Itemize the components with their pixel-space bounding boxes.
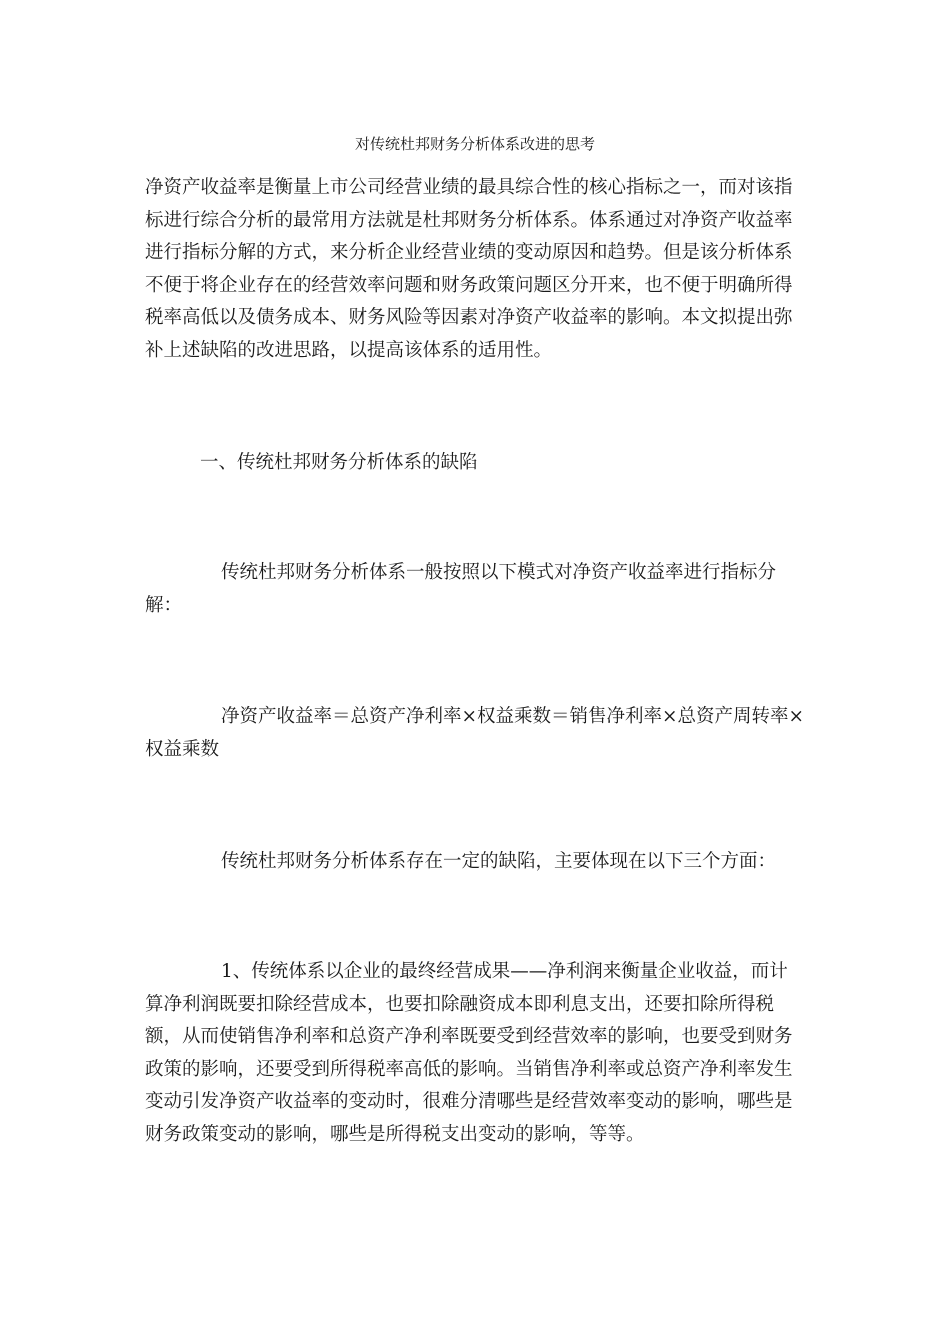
document-title: 对传统杜邦财务分析体系改进的思考 xyxy=(354,135,595,153)
intro-paragraph: 净资产收益率是衡量上市公司经营业绩的最具综合性的核心指标之一，而对该指标进行综合分析的最常用方法就是杜邦财务分析体系。体系通过对净资产收益率进行指标分解的方式，来分析企业经营业绩的变动原因和趋势。但是该分析体系不便于将企业存在的经营效率问题和财务政策问题区分开来，也不便于明确所得税率高低以及债务成本、财务风险等因素对净资产收益率的影响。本文拟提出弥补上述缺陷的改进思路，以提高该体系的适用性。 xyxy=(145,177,793,361)
formula-paragraph: 净资产收益率＝总资产净利率×权益乘数＝销售净利率×总资产周转率×权益乘数 xyxy=(145,706,805,760)
defects-intro-paragraph: 传统杜邦财务分析体系存在一定的缺陷，主要体现在以下三个方面： xyxy=(221,851,777,872)
point-1-paragraph: 1、传统体系以企业的最终经营成果——净利润来衡量企业收益，而计算净利润既要扣除经营成本，也要扣除融资成本即利息支出，还要扣除所得税额，从而使销售净利率和总资产净利率既要受到经营效率的影响，也要受到财务政策的影响，还要受到所得税率高低的影响。当销售净利率或总资产净利率发生变动引发净资产收益率的变动时，很难分清哪些是经营效率变动的影响，哪些是财务政策变动的影响，哪些是所得税支出变动的影响，等等。 xyxy=(145,961,793,1145)
decomposition-paragraph: 传统杜邦财务分析体系一般按照以下模式对净资产收益率进行指标分解： xyxy=(145,562,777,616)
section-heading-1: 一、传统杜邦财务分析体系的缺陷 xyxy=(200,452,478,473)
